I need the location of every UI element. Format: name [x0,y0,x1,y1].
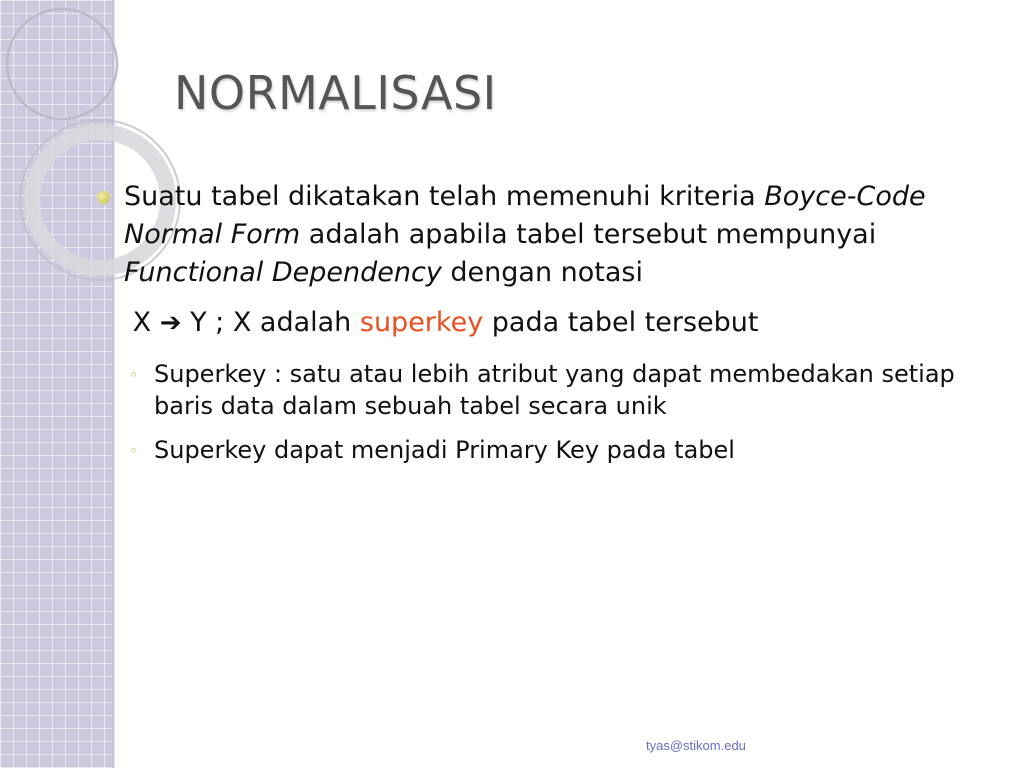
arrow-right-icon: ➔ [159,308,182,338]
ring-bullet-icon: ◦ [129,366,138,384]
side-panel-edge [112,0,115,768]
para1-italic-bcnf: Boyce-Code Normal Form [124,181,926,250]
notation-line [124,304,984,342]
side-grid-panel [0,0,112,768]
sub-bullet-text: Superkey dapat menjadi Primary Key pada tabel [154,436,735,464]
para1-text-b: adalah apabila tabel tersebut mempunyai [300,219,877,250]
sub-bullet-primary-key [124,434,984,466]
para1-italic-fd: Functional Dependency [124,257,442,288]
para1-text-c: dengan notasi [441,257,643,288]
slide-body [124,178,984,466]
notation-x: X [132,307,160,338]
sub-bullet-superkey-definition [124,358,984,422]
sub-bullet-text: Superkey : satu atau lebih atribut yang dapat membedakan setiap baris data dalam sebuah tabel secara unik [154,360,955,420]
para1-text-a: Suatu tabel dikatakan telah memenuhi kriteria [124,181,765,212]
main-bullet [124,178,984,292]
notation-tail: pada tabel tersebut [483,307,759,338]
bullet-dot-icon [97,191,110,204]
superkey-highlight: superkey [359,307,484,338]
footer-email: tyas@stikom.edu [646,738,746,753]
slide-title: NORMALISASI [174,66,497,120]
notation-rest: Y ; X adalah [181,307,360,338]
ring-bullet-icon: ◦ [129,442,138,460]
